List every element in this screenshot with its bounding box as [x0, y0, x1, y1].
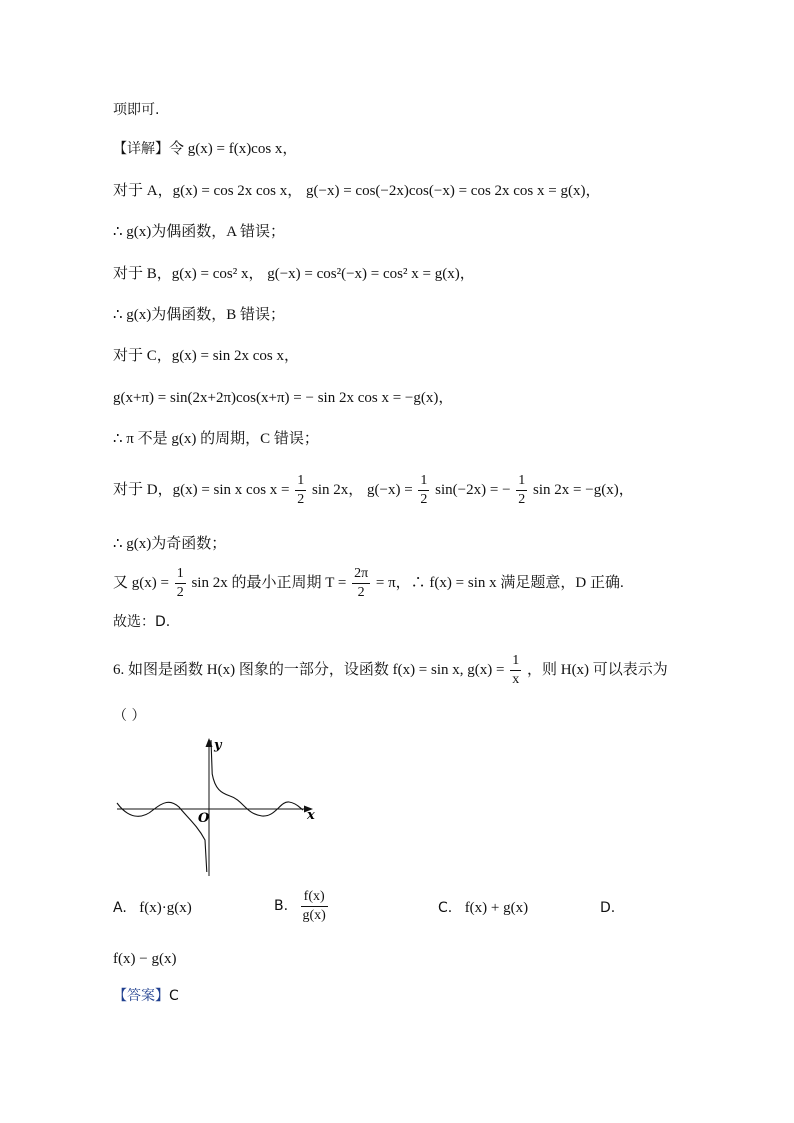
- curve-right-branch: [211, 740, 303, 816]
- option-d-letter: D.: [600, 900, 616, 916]
- option-d: [600, 897, 615, 919]
- curve-left-branch: [117, 802, 207, 872]
- option-d-analysis: [113, 470, 634, 510]
- solution-detail-line: [113, 138, 297, 160]
- fraction-denominator: 2: [297, 492, 305, 508]
- fraction-numerator: 1: [418, 472, 429, 491]
- x-axis-label: x: [307, 808, 315, 823]
- fraction: [175, 565, 186, 602]
- period-text-1: 又 g(x) =: [113, 575, 169, 591]
- detail-text: 令 g(x) = f(x)cos x，: [169, 141, 298, 157]
- fraction-numerator: 1: [295, 472, 306, 491]
- answer-parentheses: （ ）: [113, 708, 146, 724]
- fraction: [295, 472, 306, 509]
- fraction: [516, 472, 527, 509]
- fraction-denominator: x: [512, 672, 520, 688]
- period-line: [113, 563, 624, 603]
- fraction-denominator: 2: [420, 492, 428, 508]
- option-a-conclusion: ∴ g(x)为偶函数，A 错误；: [113, 224, 286, 240]
- option-c-conclusion: ∴ π 不是 g(x) 的周期，C 错误；: [113, 431, 319, 447]
- fraction-numerator: f(x): [301, 888, 328, 907]
- option-c-expr: f(x) + g(x): [464, 900, 529, 916]
- option-a-analysis: 对于 A，g(x) = cos 2x cos x， g(−x) = cos(−2x)cos(−x) = cos 2x cos x = g(x)，: [113, 183, 601, 199]
- option-b-conclusion: ∴ g(x)为偶函数，B 错误；: [113, 307, 286, 323]
- option-a-expr: f(x)·g(x): [139, 900, 192, 916]
- fraction: [418, 472, 429, 509]
- period-text-2: sin 2x 的最小正周期 T =: [191, 575, 347, 591]
- fraction-numerator: 1: [510, 652, 521, 671]
- option-c: [438, 897, 528, 919]
- option-c-derivation: g(x+π) = sin(2x+2π)cos(x+π) = − sin 2x cos x = −g(x)，: [113, 390, 454, 406]
- d-text-1: 对于 D，g(x) = sin x cos x =: [113, 482, 290, 498]
- option-c-analysis: 对于 C，g(x) = sin 2x cos x，: [113, 348, 299, 364]
- answer-value: C: [169, 988, 179, 1004]
- fraction: [352, 565, 370, 602]
- fraction-numerator: 1: [175, 565, 186, 584]
- answer-line: [113, 985, 179, 1007]
- option-d-conclusion: ∴ g(x)为奇函数；: [113, 536, 227, 552]
- detail-tag: 【详解】: [113, 141, 169, 157]
- option-c-letter: C.: [438, 900, 453, 916]
- fraction-numerator: 1: [516, 472, 527, 491]
- origin-label: O: [198, 811, 210, 826]
- option-a: [113, 897, 192, 919]
- fraction-denominator: 2: [176, 585, 184, 601]
- y-axis-label: y: [214, 738, 222, 753]
- d-text-3: sin(−2x) = −: [435, 482, 511, 498]
- function-graph: [113, 730, 333, 878]
- question-text: 6. 如图是函数 H(x) 图象的一部分，设函数 f(x) = sin x, g(x) =: [113, 662, 505, 678]
- fraction: [510, 652, 521, 689]
- fraction-denominator: 2: [357, 585, 365, 601]
- option-a-letter: A.: [113, 900, 127, 916]
- option-b-letter: B.: [274, 898, 289, 914]
- option-b-fraction: [301, 888, 328, 925]
- fraction-numerator: 2π: [352, 565, 370, 584]
- text-line: 项即可.: [113, 102, 160, 118]
- fraction-denominator: 2: [518, 492, 526, 508]
- d-text-2: sin 2x， g(−x) =: [312, 482, 413, 498]
- answer-tag: 【答案】: [113, 988, 169, 1004]
- fraction-denominator: g(x): [302, 907, 326, 923]
- option-b: [274, 884, 330, 928]
- option-d-expr: f(x) − g(x): [113, 951, 177, 967]
- question-tail: ，则 H(x) 可以表示为: [526, 662, 668, 678]
- period-text-3: = π，∴ f(x) = sin x 满足题意，D 正确.: [375, 575, 624, 591]
- choice-line: 故选：D.: [113, 614, 171, 630]
- option-b-analysis: 对于 B，g(x) = cos² x， g(−x) = cos²(−x) = cos² x = g(x)，: [113, 266, 475, 282]
- d-text-4: sin 2x = −g(x)，: [533, 482, 634, 498]
- question-stem: [113, 650, 668, 690]
